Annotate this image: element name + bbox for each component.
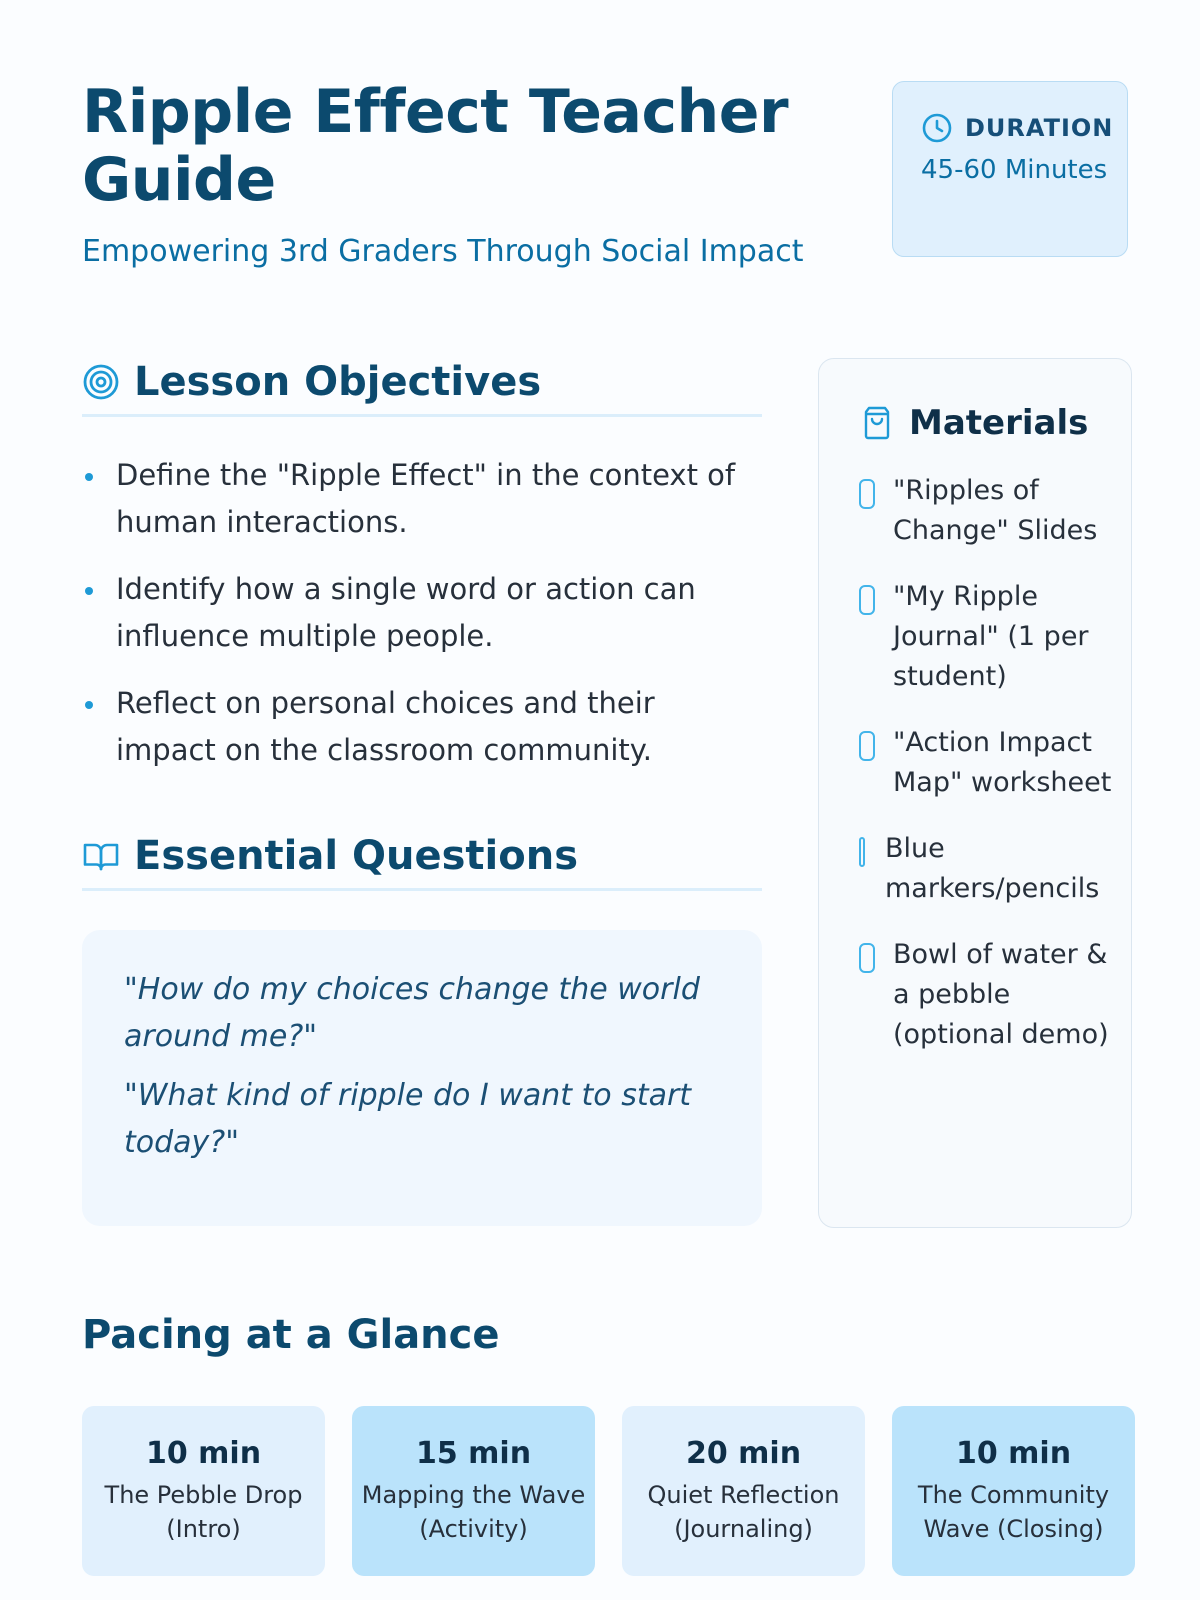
clock-icon: [921, 112, 953, 144]
list-item: [859, 829, 1119, 909]
pacing-label: The Pebble Drop (Intro): [104, 1481, 303, 1543]
material-text: Blue markers/pencils: [885, 833, 1100, 904]
pacing-card: [622, 1406, 865, 1576]
list-item: [859, 577, 1119, 697]
objectives-heading-row: [82, 350, 762, 417]
bullet-dot: [85, 473, 93, 481]
list-item: [859, 471, 1119, 551]
materials-heading: Materials: [909, 403, 1089, 443]
pacing-card: [892, 1406, 1135, 1576]
target-icon: [82, 363, 120, 401]
pacing-card: [82, 1406, 325, 1576]
list-item: [82, 566, 762, 660]
questions-heading-row: [82, 824, 762, 891]
materials-list: [859, 471, 1119, 1081]
pacing-label: Mapping the Wave (Activity): [361, 1481, 586, 1543]
objective-text: Define the "Ripple Effect" in the context of human interactions.: [116, 458, 736, 539]
duration-card: [892, 81, 1128, 257]
material-text: Bowl of water & a pebble (optional demo): [893, 939, 1109, 1050]
pacing-time: 10 min: [145, 1436, 262, 1471]
bullet-dot: [85, 587, 93, 595]
questions-box: [82, 930, 762, 1226]
pacing-time: 10 min: [955, 1436, 1072, 1471]
material-checkbox[interactable]: [859, 837, 865, 867]
materials-card: [818, 358, 1132, 1228]
duration-label-row: [921, 112, 1113, 144]
list-item: [82, 452, 762, 546]
material-checkbox[interactable]: [859, 943, 875, 973]
shopping-bag-icon: [861, 406, 893, 440]
pacing-label: The Community Wave (Closing): [917, 1481, 1110, 1543]
objectives-heading: Lesson Objectives: [134, 359, 542, 405]
objectives-list: [82, 452, 762, 794]
pacing-time: 20 min: [685, 1436, 802, 1471]
objective-text: Identify how a single word or action can influence multiple people.: [116, 572, 696, 653]
duration-label: DURATION: [965, 114, 1114, 142]
material-checkbox[interactable]: [859, 585, 875, 615]
essential-question: "How do my choices change the world around me?": [124, 972, 700, 1054]
page-title: Ripple Effect Teacher Guide: [82, 77, 789, 215]
questions-heading: Essential Questions: [134, 833, 579, 879]
material-checkbox[interactable]: [859, 731, 875, 761]
pacing-card: [352, 1406, 595, 1576]
duration-value: 45-60 Minutes: [921, 155, 1108, 185]
materials-heading-row: [861, 403, 1088, 443]
list-item: [859, 723, 1119, 803]
material-text: "Action Impact Map" worksheet: [893, 727, 1112, 798]
objective-text: Reflect on personal choices and their impact on the classroom community.: [116, 686, 655, 767]
material-text: "Ripples of Change" Slides: [893, 475, 1098, 546]
list-item: [859, 935, 1119, 1055]
pacing-time: 15 min: [415, 1436, 532, 1471]
pacing-label: Quiet Reflection (Journaling): [647, 1481, 840, 1543]
pacing-heading: Pacing at a Glance: [82, 1312, 500, 1358]
open-book-icon: [82, 837, 120, 875]
essential-question: "What kind of ripple do I want to start today?": [124, 1078, 692, 1160]
page-subtitle: Empowering 3rd Graders Through Social Impact: [82, 234, 804, 269]
list-item: [82, 680, 762, 774]
material-checkbox[interactable]: [859, 479, 875, 509]
material-text: "My Ripple Journal" (1 per student): [893, 581, 1089, 692]
bullet-dot: [85, 701, 93, 709]
